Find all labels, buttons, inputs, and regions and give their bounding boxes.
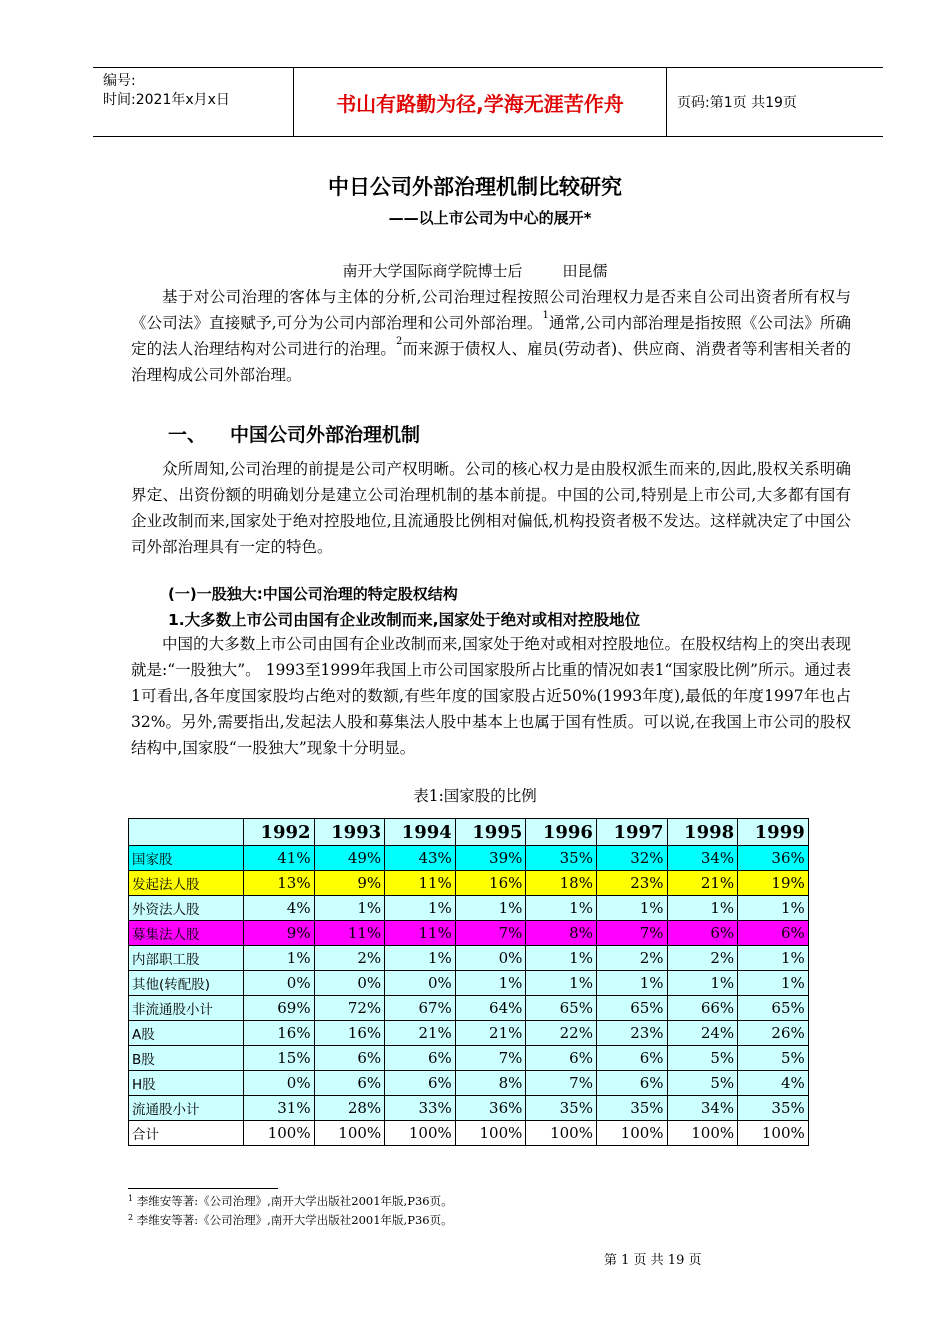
table-cell: 11% bbox=[385, 921, 456, 946]
header-page: 页码:第1页 共19页 bbox=[677, 95, 797, 111]
table-cell: 1% bbox=[667, 971, 738, 996]
row-label: B股 bbox=[129, 1046, 244, 1071]
table-cell: 1% bbox=[314, 896, 385, 921]
intro-paragraph bbox=[131, 284, 851, 388]
year-header: 1999 bbox=[738, 819, 809, 846]
table-cell: 6% bbox=[385, 1046, 456, 1071]
table-cell: 11% bbox=[314, 921, 385, 946]
table-cell: 100% bbox=[596, 1121, 667, 1146]
table-cell: 66% bbox=[667, 996, 738, 1021]
table-cell: 1% bbox=[667, 896, 738, 921]
table-cell: 0% bbox=[385, 971, 456, 996]
row-label: 流通股小计 bbox=[129, 1096, 244, 1121]
year-header: 1998 bbox=[667, 819, 738, 846]
table-cell: 100% bbox=[455, 1121, 526, 1146]
row-label: 国家股 bbox=[129, 846, 244, 871]
table-cell: 1% bbox=[738, 971, 809, 996]
table-row bbox=[129, 946, 809, 971]
footnote-2 bbox=[128, 1212, 453, 1228]
table-cell: 2% bbox=[667, 946, 738, 971]
table-cell: 65% bbox=[596, 996, 667, 1021]
table-cell: 26% bbox=[738, 1021, 809, 1046]
footnote-1-mark: 1 bbox=[128, 1194, 134, 1203]
table-cell: 41% bbox=[244, 846, 315, 871]
section-heading bbox=[168, 420, 420, 447]
table-cell: 1% bbox=[244, 946, 315, 971]
table-cell: 35% bbox=[596, 1096, 667, 1121]
table-cell: 43% bbox=[385, 846, 456, 871]
row-label: A股 bbox=[129, 1021, 244, 1046]
table-row bbox=[129, 1096, 809, 1121]
table-cell: 7% bbox=[455, 921, 526, 946]
year-header: 1992 bbox=[244, 819, 315, 846]
table-row bbox=[129, 896, 809, 921]
row-label: 募集法人股 bbox=[129, 921, 244, 946]
table-cell: 23% bbox=[596, 1021, 667, 1046]
table-cell: 6% bbox=[738, 921, 809, 946]
document-header bbox=[93, 67, 883, 137]
table-cell: 49% bbox=[314, 846, 385, 871]
intro-text-c: 而来源于债权人、雇员(劳动者)、供应商、消费者等利害相关者的治理构成公司外部治理。 bbox=[131, 340, 851, 384]
table-cell: 6% bbox=[596, 1046, 667, 1071]
table-cell: 1% bbox=[385, 946, 456, 971]
table-cell: 16% bbox=[314, 1021, 385, 1046]
table-cell: 33% bbox=[385, 1096, 456, 1121]
table-cell: 16% bbox=[244, 1021, 315, 1046]
table-cell: 65% bbox=[738, 996, 809, 1021]
table-cell: 1% bbox=[738, 946, 809, 971]
table-cell: 100% bbox=[738, 1121, 809, 1146]
table-cell: 34% bbox=[667, 1096, 738, 1121]
subsubsection-heading: 1.大多数上市公司由国有企业改制而来,国家处于绝对或相对控股地位 bbox=[168, 611, 641, 629]
table-cell: 18% bbox=[526, 871, 597, 896]
table-cell: 34% bbox=[667, 846, 738, 871]
table-cell: 1% bbox=[385, 896, 456, 921]
table-cell: 100% bbox=[244, 1121, 315, 1146]
table-cell: 21% bbox=[385, 1021, 456, 1046]
row-label: 非流通股小计 bbox=[129, 996, 244, 1021]
table-row bbox=[129, 846, 809, 871]
header-time: 时间:2021年x月x日 bbox=[103, 92, 230, 108]
table-cell: 13% bbox=[244, 871, 315, 896]
table-cell: 72% bbox=[314, 996, 385, 1021]
table-corner-cell bbox=[129, 819, 244, 846]
document-title: 中日公司外部治理机制比较研究 bbox=[328, 175, 622, 199]
author-line bbox=[0, 260, 950, 281]
table-cell: 35% bbox=[738, 1096, 809, 1121]
table-cell: 100% bbox=[385, 1121, 456, 1146]
row-label: 其他(转配股) bbox=[129, 971, 244, 996]
year-header: 1997 bbox=[596, 819, 667, 846]
table-cell: 36% bbox=[455, 1096, 526, 1121]
table-row bbox=[129, 1021, 809, 1046]
table-cell: 2% bbox=[596, 946, 667, 971]
table-header-row bbox=[129, 819, 809, 846]
author-name: 田昆儒 bbox=[562, 262, 608, 280]
table-cell: 8% bbox=[455, 1071, 526, 1096]
table-row bbox=[129, 996, 809, 1021]
paragraph-2 bbox=[131, 631, 851, 761]
table-cell: 9% bbox=[244, 921, 315, 946]
table-cell: 6% bbox=[667, 921, 738, 946]
row-label: 合计 bbox=[129, 1121, 244, 1146]
table-cell: 23% bbox=[596, 871, 667, 896]
table-cell: 0% bbox=[455, 946, 526, 971]
table-cell: 7% bbox=[596, 921, 667, 946]
intro-text-b: 通常,公司内部治理是指按照《公司法》所确定的法人治理结构对公司进行的治理。 bbox=[131, 314, 851, 358]
footnote-ref-1[interactable]: 1 bbox=[542, 310, 549, 321]
year-header: 1995 bbox=[455, 819, 526, 846]
row-label: 外资法人股 bbox=[129, 896, 244, 921]
table-cell: 5% bbox=[738, 1046, 809, 1071]
table-cell: 7% bbox=[526, 1071, 597, 1096]
paragraph-2-text: 中国的大多数上市公司由国有企业改制而来,国家处于绝对或相对控股地位。在股权结构上的突出表现就是:“一股独大”。 1993至1999年我国上市公司国家股所占比重的情况如表1“国家股比例”所示。通过表1可看出,各年度国家股均占绝对的数额,有些年度的国家股占近50%(1993年度),最低的年度1997年也占32%。另外,需要指出,发起法人股和募集法人股中基本上也属于国有性质。可以说,在我国上市公司的股权结构中,国家股“一股独大”现象十分明显。 bbox=[131, 635, 851, 757]
table-cell: 4% bbox=[244, 896, 315, 921]
table-cell: 32% bbox=[596, 846, 667, 871]
footnote-separator bbox=[128, 1188, 278, 1189]
table-cell: 21% bbox=[667, 871, 738, 896]
footnote-2-text: 李维安等著:《公司治理》,南开大学出版社2001年版,P36页。 bbox=[136, 1213, 453, 1227]
table-cell: 6% bbox=[314, 1046, 385, 1071]
document-subtitle: ——以上市公司为中心的展开* bbox=[388, 209, 592, 227]
table-cell: 1% bbox=[455, 896, 526, 921]
year-header: 1994 bbox=[385, 819, 456, 846]
table-cell: 100% bbox=[667, 1121, 738, 1146]
table-cell: 6% bbox=[314, 1071, 385, 1096]
table-cell: 1% bbox=[738, 896, 809, 921]
author-affiliation: 南开大学国际商学院博士后 bbox=[342, 262, 523, 280]
table-cell: 39% bbox=[455, 846, 526, 871]
table-cell: 0% bbox=[244, 971, 315, 996]
table-cell: 100% bbox=[314, 1121, 385, 1146]
table-cell: 1% bbox=[526, 946, 597, 971]
row-label: 发起法人股 bbox=[129, 871, 244, 896]
table-cell: 6% bbox=[526, 1046, 597, 1071]
footnote-2-mark: 2 bbox=[128, 1213, 134, 1222]
table-cell: 6% bbox=[385, 1071, 456, 1096]
table-caption: 表1:国家股的比例 bbox=[413, 787, 537, 805]
year-header: 1996 bbox=[526, 819, 597, 846]
footnote-ref-2[interactable]: 2 bbox=[395, 336, 403, 347]
footnote-1 bbox=[128, 1193, 453, 1209]
table-cell: 5% bbox=[667, 1046, 738, 1071]
table-cell: 100% bbox=[526, 1121, 597, 1146]
table-row bbox=[129, 1071, 809, 1096]
table-cell: 5% bbox=[667, 1071, 738, 1096]
table-cell: 1% bbox=[526, 971, 597, 996]
table-cell: 15% bbox=[244, 1046, 315, 1071]
table-cell: 1% bbox=[596, 896, 667, 921]
year-header: 1993 bbox=[314, 819, 385, 846]
table-cell: 22% bbox=[526, 1021, 597, 1046]
subsection-heading: (一)一股独大:中国公司治理的特定股权结构 bbox=[168, 585, 458, 603]
table-cell: 1% bbox=[596, 971, 667, 996]
header-meta bbox=[93, 68, 294, 136]
table-cell: 36% bbox=[738, 846, 809, 871]
table-cell: 67% bbox=[385, 996, 456, 1021]
table-cell: 4% bbox=[738, 1071, 809, 1096]
table-cell: 11% bbox=[385, 871, 456, 896]
table-cell: 8% bbox=[526, 921, 597, 946]
table-cell: 2% bbox=[314, 946, 385, 971]
table-cell: 21% bbox=[455, 1021, 526, 1046]
table-cell: 35% bbox=[526, 846, 597, 871]
table-row bbox=[129, 1121, 809, 1146]
section-title: 中国公司外部治理机制 bbox=[230, 424, 421, 446]
section-number: 一、 bbox=[168, 424, 207, 446]
table-cell: 64% bbox=[455, 996, 526, 1021]
table-row bbox=[129, 1046, 809, 1071]
footnote-1-text: 李维安等著:《公司治理》,南开大学出版社2001年版,P36页。 bbox=[136, 1194, 453, 1208]
table-cell: 31% bbox=[244, 1096, 315, 1121]
paragraph-1-text: 众所周知,公司治理的前提是公司产权明晰。公司的核心权力是由股权派生而来的,因此,股权关系明确界定、出资份额的明确划分是建立公司治理机制的基本前提。中国的公司,特别是上市公司,大多都有国有企业改制而来,国家处于绝对控股地位,且流通股比例相对偏低,机构投资者极不发达。这样就决定了中国公司外部治理具有一定的特色。 bbox=[131, 460, 851, 556]
stock-ratio-table bbox=[128, 818, 809, 1146]
table-cell: 24% bbox=[667, 1021, 738, 1046]
table-cell: 16% bbox=[455, 871, 526, 896]
table-cell: 0% bbox=[314, 971, 385, 996]
table-cell: 19% bbox=[738, 871, 809, 896]
table-cell: 28% bbox=[314, 1096, 385, 1121]
table-cell: 35% bbox=[526, 1096, 597, 1121]
table-cell: 65% bbox=[526, 996, 597, 1021]
page-footer: 第 1 页 共 19 页 bbox=[604, 1253, 702, 1268]
header-motto: 书山有路勤为径,学海无涯苦作舟 bbox=[294, 68, 667, 136]
table-cell: 6% bbox=[596, 1071, 667, 1096]
table-cell: 0% bbox=[244, 1071, 315, 1096]
table-cell: 9% bbox=[314, 871, 385, 896]
table-cell: 69% bbox=[244, 996, 315, 1021]
table-row bbox=[129, 971, 809, 996]
table-cell: 1% bbox=[526, 896, 597, 921]
paragraph-1 bbox=[131, 456, 851, 560]
intro-text-a: 基于对公司治理的客体与主体的分析,公司治理过程按照公司治理权力是否来自公司出资者所有权与《公司法》直接赋予,可分为公司内部治理和公司外部治理。 bbox=[131, 288, 851, 332]
table-row bbox=[129, 921, 809, 946]
table-cell: 1% bbox=[455, 971, 526, 996]
row-label: H股 bbox=[129, 1071, 244, 1096]
table-row bbox=[129, 871, 809, 896]
row-label: 内部职工股 bbox=[129, 946, 244, 971]
header-number: 编号: bbox=[103, 73, 136, 89]
table-cell: 7% bbox=[455, 1046, 526, 1071]
